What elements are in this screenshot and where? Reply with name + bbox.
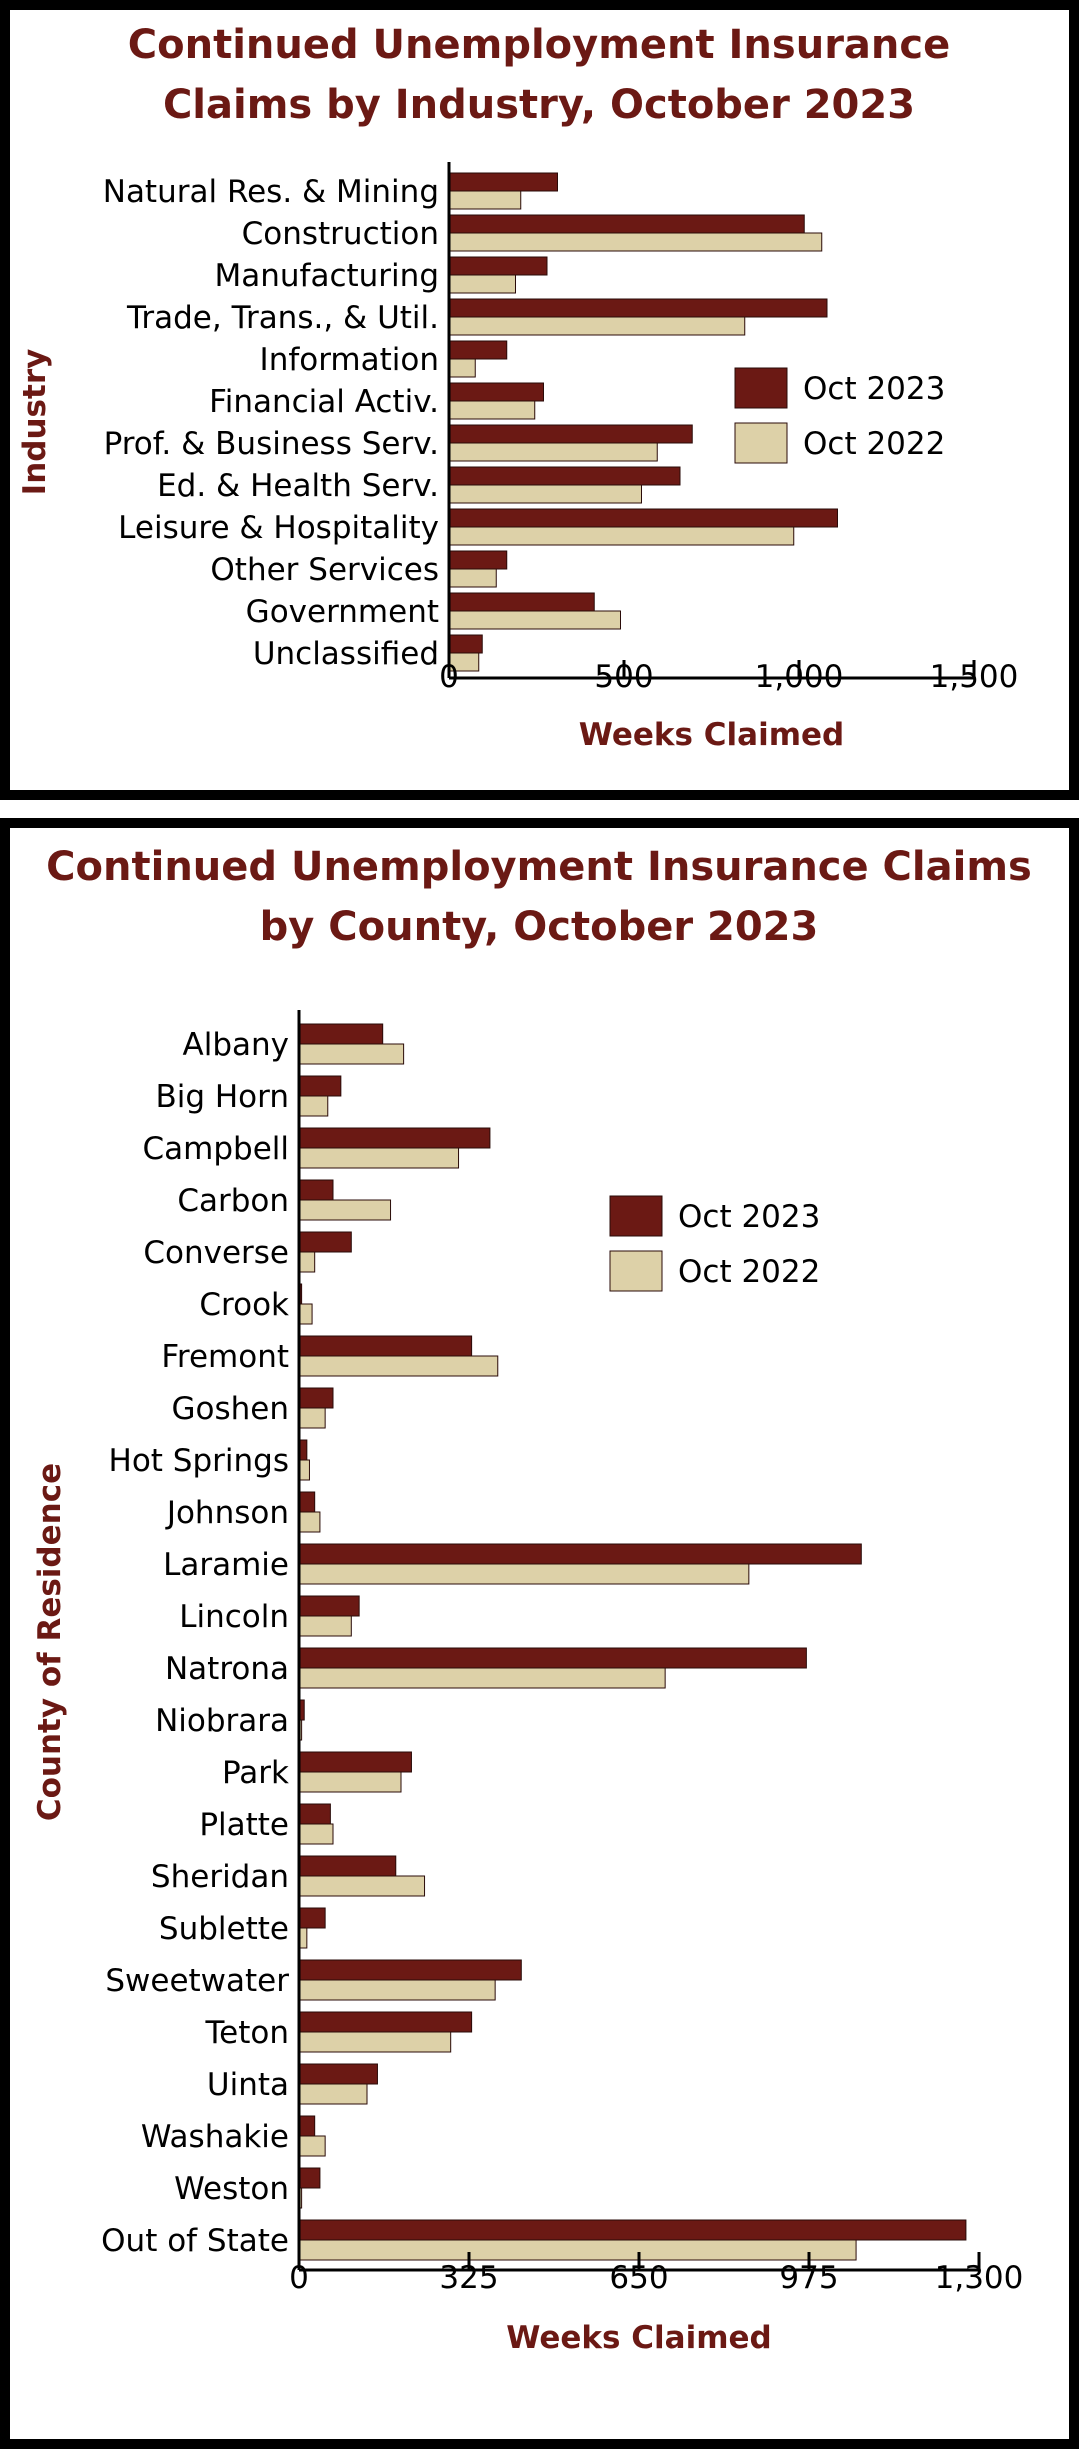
category-label-out-of-state: Out of State [101,2223,289,2259]
bar-financial-activ-oct-2023 [449,383,544,401]
bar-lincoln-oct-2023 [299,1596,359,1616]
category-label-weston: Weston [174,2171,289,2207]
bar-information-oct-2022 [449,359,475,377]
category-label-sublette: Sublette [158,1911,289,1947]
x-tick-label: 650 [609,2260,669,2296]
category-label-ed-health-serv: Ed. & Health Serv. [157,468,439,504]
legend-label-oct-2023: Oct 2023 [678,1199,821,1235]
bar-out-of-state-oct-2023 [299,2220,966,2240]
county-chart-panel [0,818,1079,2449]
bar-teton-oct-2022 [299,2032,451,2052]
category-label-construction: Construction [241,216,439,252]
legend-label-oct-2022: Oct 2022 [678,1254,821,1290]
bar-information-oct-2023 [449,341,507,359]
bar-campbell-oct-2023 [299,1128,490,1148]
bar-other-services-oct-2023 [449,551,507,569]
category-label-information: Information [259,342,439,378]
category-label-platte: Platte [199,1807,289,1843]
category-label-lincoln: Lincoln [179,1599,289,1635]
bar-manufacturing-oct-2022 [449,275,516,293]
bar-park-oct-2022 [299,1772,401,1792]
category-label-campbell: Campbell [142,1131,289,1167]
bar-trade-trans-util-oct-2022 [449,317,745,335]
bar-park-oct-2023 [299,1752,411,1772]
bar-leisure-hospitality-oct-2022 [449,527,794,545]
category-label-hot-springs: Hot Springs [108,1443,289,1479]
category-label-sweetwater: Sweetwater [105,1963,289,1999]
x-tick-label: 0 [439,659,459,695]
bar-uinta-oct-2023 [299,2064,377,2084]
bar-government-oct-2023 [449,593,594,611]
legend-swatch-oct-2023 [735,368,787,408]
bar-out-of-state-oct-2022 [299,2240,856,2260]
bar-johnson-oct-2022 [299,1512,320,1532]
x-tick-label: 1,300 [934,2260,1024,2296]
x-axis-label: Weeks Claimed [578,717,845,753]
bar-hot-springs-oct-2022 [299,1460,309,1480]
category-label-washakie: Washakie [140,2119,289,2155]
bar-laramie-oct-2023 [299,1544,861,1564]
bar-goshen-oct-2022 [299,1408,325,1428]
bar-leisure-hospitality-oct-2023 [449,509,838,527]
bar-trade-trans-util-oct-2023 [449,299,827,317]
legend-swatch-oct-2023 [610,1196,662,1236]
chart-title-line: by County, October 2023 [259,904,819,950]
y-axis-label: Industry [17,348,53,496]
category-label-natural-res-mining: Natural Res. & Mining [102,174,439,210]
category-label-crook: Crook [199,1287,289,1323]
bar-converse-oct-2023 [299,1232,351,1252]
bar-financial-activ-oct-2022 [449,401,535,419]
bar-big-horn-oct-2022 [299,1096,328,1116]
category-label-johnson: Johnson [166,1495,289,1531]
bar-natrona-oct-2022 [299,1668,665,1688]
bar-campbell-oct-2022 [299,1148,459,1168]
category-label-sheridan: Sheridan [150,1859,289,1895]
category-label-prof-business-serv: Prof. & Business Serv. [103,426,439,462]
bar-natrona-oct-2023 [299,1648,806,1668]
bar-crook-oct-2022 [299,1304,312,1324]
x-tick-label: 1,500 [929,659,1019,695]
bar-washakie-oct-2023 [299,2116,315,2136]
bar-converse-oct-2022 [299,1252,315,1272]
category-label-financial-activ: Financial Activ. [209,384,439,420]
bar-ed-health-serv-oct-2023 [449,467,680,485]
y-axis-label: County of Residence [32,1462,68,1822]
bar-unclassified-oct-2023 [449,635,482,653]
category-label-unclassified: Unclassified [252,636,439,672]
bar-fremont-oct-2023 [299,1336,472,1356]
bar-sheridan-oct-2023 [299,1856,396,1876]
bar-construction-oct-2023 [449,215,804,233]
x-tick-label: 1,000 [754,659,844,695]
bar-uinta-oct-2022 [299,2084,367,2104]
category-label-manufacturing: Manufacturing [214,258,439,294]
bar-ed-health-serv-oct-2022 [449,485,642,503]
category-label-natrona: Natrona [164,1651,289,1687]
category-label-park: Park [222,1755,289,1791]
bar-laramie-oct-2022 [299,1564,749,1584]
bar-sheridan-oct-2022 [299,1876,425,1896]
x-tick-label: 975 [779,2260,839,2296]
bar-natural-res-mining-oct-2023 [449,173,558,191]
industry-chart-panel [0,0,1079,800]
bar-goshen-oct-2023 [299,1388,333,1408]
category-label-other-services: Other Services [210,552,439,588]
category-label-laramie: Laramie [163,1547,289,1583]
category-label-fremont: Fremont [161,1339,289,1375]
bar-sweetwater-oct-2022 [299,1980,495,2000]
bar-prof-business-serv-oct-2022 [449,443,657,461]
legend-swatch-oct-2022 [610,1251,662,1291]
x-axis-label: Weeks Claimed [506,2320,772,2356]
legend-swatch-oct-2022 [735,423,787,463]
category-label-government: Government [245,594,439,630]
category-label-trade-trans-util: Trade, Trans., & Util. [126,300,439,336]
bar-washakie-oct-2022 [299,2136,325,2156]
x-tick-label: 500 [594,659,654,695]
bar-platte-oct-2023 [299,1804,330,1824]
bar-fremont-oct-2022 [299,1356,498,1376]
category-label-big-horn: Big Horn [155,1079,289,1115]
legend-label-oct-2022: Oct 2022 [803,426,946,462]
chart-title-line: Claims by Industry, October 2023 [162,82,916,128]
category-label-uinta: Uinta [206,2067,289,2103]
bar-manufacturing-oct-2023 [449,257,547,275]
chart-title-line: Continued Unemployment Insurance Claims [46,844,1032,890]
x-tick-label: 325 [439,2260,499,2296]
bar-sublette-oct-2023 [299,1908,325,1928]
bar-platte-oct-2022 [299,1824,333,1844]
chart-title-line: Continued Unemployment Insurance [127,22,951,68]
x-tick-label: 0 [289,2260,309,2296]
category-label-niobrara: Niobrara [155,1703,289,1739]
bar-teton-oct-2023 [299,2012,472,2032]
bar-weston-oct-2023 [299,2168,320,2188]
bar-johnson-oct-2023 [299,1492,315,1512]
bar-prof-business-serv-oct-2023 [449,425,692,443]
category-label-albany: Albany [182,1027,289,1063]
bar-government-oct-2022 [449,611,621,629]
bar-carbon-oct-2023 [299,1180,333,1200]
county-chart [10,828,1069,2439]
bar-natural-res-mining-oct-2022 [449,191,521,209]
bar-albany-oct-2022 [299,1044,404,1064]
bar-construction-oct-2022 [449,233,822,251]
category-label-leisure-hospitality: Leisure & Hospitality [118,510,439,546]
industry-chart [10,10,1069,790]
bar-albany-oct-2023 [299,1024,383,1044]
category-label-carbon: Carbon [177,1183,289,1219]
bar-other-services-oct-2022 [449,569,496,587]
bar-big-horn-oct-2023 [299,1076,341,1096]
category-label-converse: Converse [143,1235,289,1271]
legend-label-oct-2023: Oct 2023 [803,371,946,407]
bar-lincoln-oct-2022 [299,1616,351,1636]
category-label-goshen: Goshen [171,1391,289,1427]
bar-carbon-oct-2022 [299,1200,391,1220]
bar-sweetwater-oct-2023 [299,1960,521,1980]
category-label-teton: Teton [205,2015,289,2051]
